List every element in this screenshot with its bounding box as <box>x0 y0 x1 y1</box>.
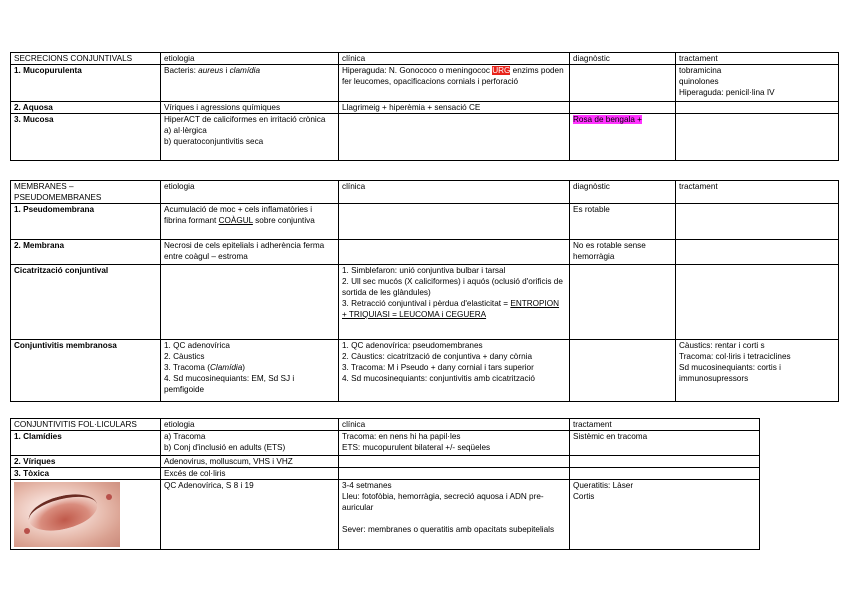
row-label: Conjuntivitis membranosa <box>11 340 161 402</box>
header-cell: diagnòstic <box>570 181 676 204</box>
table-row <box>11 102 839 114</box>
tractament-cell: Càustics: rentar i corti s Tracoma: col·liris i tetraciclines Sd mucosinequiants: cortis i immunosupressors <box>676 340 839 402</box>
secrecions-conjuntivals-table <box>10 52 839 161</box>
diagnostic-cell: Es rotable <box>570 204 676 240</box>
header-cell: etiologia <box>161 419 339 431</box>
tractament-cell: Queratitis: Làser Cortis <box>570 480 760 550</box>
header-cell: tractament <box>570 419 760 431</box>
diagnostic-cell: No es rotable sense hemorràgia <box>570 240 676 265</box>
header-cell: SECRECIONS CONJUNTIVALS <box>11 53 161 65</box>
header-cell: tractament <box>676 53 839 65</box>
eye-shape <box>25 488 101 537</box>
table-header-row <box>11 181 839 204</box>
table-row <box>11 468 760 480</box>
tractament-cell: tobramicina quinolones Hiperaguda: penicil·lina IV <box>676 65 839 102</box>
clinica-cell <box>339 468 570 480</box>
row-label: 1. Mucopurulenta <box>11 65 161 102</box>
clinica-cell: 1. Simblefaron: unió conjuntiva bulbar i tarsal 2. Ull sec mucós (X caliciformes) i aquós (oclusió d'orificis de sortida de les glàndules) 3. Retracció conjuntival i pèrdua d'elasticitat = ENTROPION + TRIQUIASI = LEUCOMA i CEGUERA <box>339 265 570 340</box>
clinica-cell: 1. QC adenovírica: pseudomembranes 2. Càustics: cicatrització de conjuntiva + dany còrnia 3. Tracoma: M i Pseudo + dany cornial i tars superior 4. Sd mucosinequiants: conjuntivitis amb cicatrització <box>339 340 570 402</box>
table-row <box>11 114 839 161</box>
table-row <box>11 240 839 265</box>
row-label: 3. Mucosa <box>11 114 161 161</box>
header-cell: diagnòstic <box>570 53 676 65</box>
header-cell: CONJUNTIVITIS FOL·LICULARS <box>11 419 161 431</box>
clinica-cell: Hiperaguda: N. Gonococo o meningococ URG enzims poden fer leucomes, opacificacions cornials i perforació <box>339 65 570 102</box>
etiologia-cell: Necrosi de cels epitelials i adherència ferma entre coàgul – estroma <box>161 240 339 265</box>
diagnostic-cell <box>570 65 676 102</box>
row-label: 2. Víriques <box>11 456 161 468</box>
tractament-cell <box>570 468 760 480</box>
table-header-row <box>11 53 839 65</box>
table-header-row <box>11 419 760 431</box>
table-row <box>11 456 760 468</box>
diagnostic-cell <box>570 265 676 340</box>
row-label: 3. Tòxica <box>11 468 161 480</box>
etiologia-cell: Bacteris: aureus i clamídia <box>161 65 339 102</box>
bengala-highlight: Rosa de bengala + <box>573 115 642 124</box>
tractament-cell: Sistèmic en tracoma <box>570 431 760 456</box>
conjuntivitis-foliculars-table <box>10 418 760 550</box>
tractament-cell <box>676 114 839 161</box>
tractament-cell <box>676 240 839 265</box>
etiologia-cell: Víriques i agressions químiques <box>161 102 339 114</box>
membranes-table <box>10 180 839 402</box>
tractament-cell <box>570 456 760 468</box>
header-cell: clínica <box>339 53 570 65</box>
urgent-highlight: URG <box>492 66 511 75</box>
header-cell: tractament <box>676 181 839 204</box>
table-row <box>11 65 839 102</box>
photo-cell <box>11 480 161 550</box>
clinica-cell <box>339 240 570 265</box>
table-row <box>11 265 839 340</box>
redness-spot <box>106 494 112 500</box>
row-label: 1. Pseudomembrana <box>11 204 161 240</box>
header-cell: clínica <box>339 181 570 204</box>
table-row <box>11 204 839 240</box>
conjunctivitis-eye-photo <box>14 482 120 547</box>
clinica-cell: Llagrimeig + hiperèmia + sensació CE <box>339 102 570 114</box>
clinica-cell: 3-4 setmanes Lleu: fotofòbia, hemorràgia, secreció aquosa i ADN pre-auricular Sever: membranes o queratitis amb opacitats subepitelials <box>339 480 570 550</box>
clinica-cell: Tracoma: en nens hi ha papil·les ETS: mucopurulent bilateral +/- seqüeles <box>339 431 570 456</box>
row-label: 2. Membrana <box>11 240 161 265</box>
table-row <box>11 340 839 402</box>
etiologia-cell: 1. QC adenovírica 2. Càustics 3. Tracoma (Clamídia) 4. Sd mucosinequiants: EM, Sd SJ i pemfigoide <box>161 340 339 402</box>
diagnostic-cell <box>570 114 676 161</box>
etiologia-cell: Adenovirus, molluscum, VHS i VHZ <box>161 456 339 468</box>
table-row <box>11 431 760 456</box>
row-label: 1. Clamídies <box>11 431 161 456</box>
tractament-cell <box>676 204 839 240</box>
etiologia-cell <box>161 265 339 340</box>
tractament-cell <box>676 102 839 114</box>
row-label: 2. Aquosa <box>11 102 161 114</box>
clinica-cell <box>339 204 570 240</box>
etiologia-cell: Acumulació de moc + cels inflamatòries i fibrina formant COÀGUL sobre conjuntiva <box>161 204 339 240</box>
etiologia-cell: a) Tracoma b) Conj d'inclusió en adults (ETS) <box>161 431 339 456</box>
header-cell: MEMBRANES – PSEUDOMEMBRANES <box>11 181 161 204</box>
etiologia-cell: HiperACT de caliciformes en irritació crònica a) al·lèrgica b) queratoconjuntivitis seca <box>161 114 339 161</box>
etiologia-cell: QC Adenovírica, S 8 i 19 <box>161 480 339 550</box>
clinica-cell <box>339 456 570 468</box>
clinica-cell <box>339 114 570 161</box>
table-row <box>11 480 760 550</box>
etiologia-cell: Excés de col·liris <box>161 468 339 480</box>
header-cell: etiologia <box>161 53 339 65</box>
header-cell: etiologia <box>161 181 339 204</box>
diagnostic-cell <box>570 102 676 114</box>
redness-spot <box>24 528 30 534</box>
diagnostic-cell <box>570 340 676 402</box>
row-label: Cicatrització conjuntival <box>11 265 161 340</box>
header-cell: clínica <box>339 419 570 431</box>
tractament-cell <box>676 265 839 340</box>
